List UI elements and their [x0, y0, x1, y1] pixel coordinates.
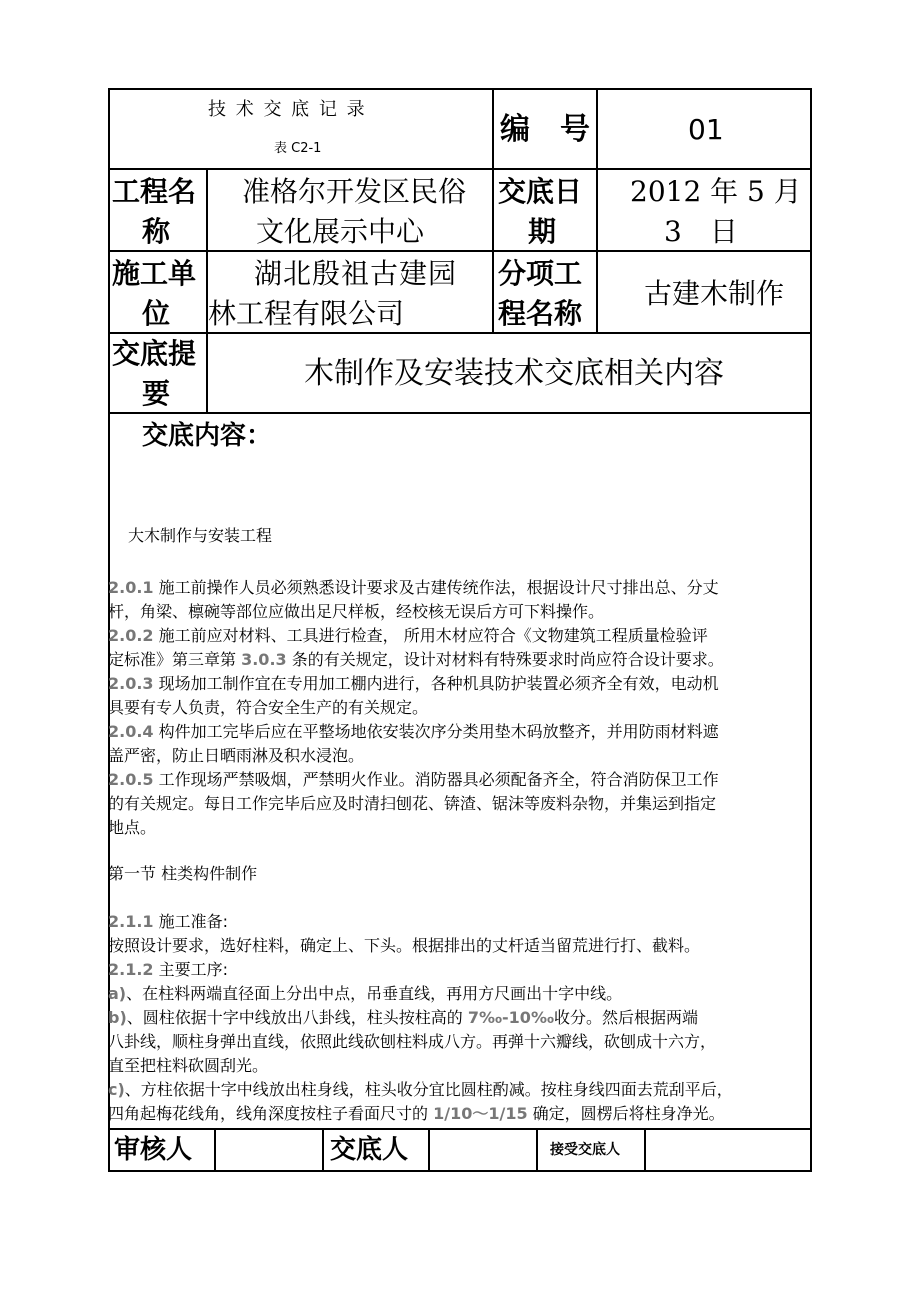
- summary-label-2: 要: [142, 377, 171, 410]
- paragraph-line: 的有关规定。每日工作完毕后应及时清扫刨花、锛渣、锯沫等废料杂物，并集运到指定: [108, 794, 717, 813]
- project-name-value-2: 文化展示中心: [256, 215, 425, 248]
- content-heading: 交底内容：: [142, 421, 273, 451]
- disclosure-date-label: 交底日: [498, 175, 583, 208]
- number-label: 编 号: [500, 112, 590, 147]
- paragraph-2-0-1: 2.0.1 施工前操作人员必须熟悉设计要求及古建传统作法，根据设计尺寸排出总、分丈: [108, 578, 719, 597]
- paragraph-2-1-2: 2.1.2 主要工序:: [108, 960, 229, 979]
- sub-item-label-2: 程名称: [498, 297, 583, 330]
- col-divider: [206, 332, 208, 412]
- disclosure-date-value-2: 3 日: [664, 215, 738, 248]
- construction-unit-value-2: 林工程有限公司: [208, 297, 405, 330]
- reviewer-label: 审核人: [114, 1135, 193, 1165]
- paragraph-line: 盖严密，防止日晒雨淋及积水浸泡。: [108, 746, 365, 765]
- number-value: 01: [688, 113, 724, 146]
- paragraph-2-0-3: 2.0.3 现场加工制作宜在专用加工棚内进行，各种机具防护装置必须齐全有效，电动机: [108, 674, 719, 693]
- paragraph-2-1-1: 2.1.1 施工准备:: [108, 912, 229, 931]
- paragraph-line: 八卦线，顺柱身弹出直线，依照此线砍刨柱料成八方。再弹十六瓣线，砍刨成十六方，: [108, 1032, 717, 1051]
- sub-item-label: 分项工: [498, 257, 583, 290]
- section-title: 第一节 柱类构件制作: [108, 864, 258, 883]
- paragraph-line: 具要有专人负责，符合安全生产的有关规定。: [108, 698, 429, 717]
- paragraph-line: 定标准》第三章第 3.0.3 条的有关规定，设计对材料有特殊要求时尚应符合设计要求。: [108, 650, 724, 669]
- summary-label: 交底提: [112, 337, 197, 370]
- project-name-label: 工程名: [112, 175, 197, 208]
- disclosure-date-label-2: 期: [528, 215, 557, 248]
- section-column-fabrication: [108, 910, 812, 1126]
- step-c: c)、方柱依据十字中线放出柱身线，柱头收分宜比圆柱酌减。按柱身线四面去荒刮平后，: [108, 1080, 733, 1099]
- project-name-value: 准格尔开发区民俗: [242, 175, 467, 208]
- paragraph-line: 杆，角梁、檩碗等部位应做出足尺样板，经校核无误后方可下料操作。: [108, 602, 605, 621]
- row-divider: [108, 412, 812, 414]
- construction-unit-label-2: 位: [142, 297, 171, 330]
- paragraph-2-0-4: 2.0.4 构件加工完毕后应在平整场地依安装次序分类用垫木码放整齐，并用防雨材料遮: [108, 722, 719, 741]
- receiver-signature-field[interactable]: [650, 1132, 806, 1168]
- summary-value: 木制作及安装技术交底相关内容: [304, 356, 724, 391]
- construction-unit-value: 湖北殷祖古建园: [254, 257, 458, 290]
- col-divider: [644, 1128, 646, 1172]
- paragraph-line: 直至把柱料砍圆刮光。: [108, 1056, 269, 1075]
- paragraph-2-0-5: 2.0.5 工作现场严禁吸烟，严禁明火作业。消防器具必须配备齐全，符合消防保卫工作: [108, 770, 719, 789]
- disclosure-date-value: 2012 年 5 月: [630, 175, 802, 208]
- discloser-signature-field[interactable]: [434, 1132, 530, 1168]
- col-divider: [536, 1128, 538, 1172]
- paragraph-line: 四角起梅花线角，线角深度按柱子看面尺寸的 1/10～1/15 确定，圆楞后将柱身净光。: [108, 1104, 725, 1123]
- sub-item-value: 古建木制作: [644, 277, 785, 310]
- col-divider: [492, 88, 494, 332]
- paragraph-line: 地点。: [108, 818, 157, 837]
- col-divider: [322, 1128, 324, 1172]
- paragraph-line: 按照设计要求，选好柱料，确定上、下头。根据排出的丈杆适当留荒进行打、截料。: [108, 936, 701, 955]
- content-subtitle: 大木制作与安装工程: [128, 526, 273, 545]
- reviewer-signature-field[interactable]: [218, 1132, 318, 1168]
- row-divider: [108, 168, 812, 170]
- project-name-label-2: 称: [142, 215, 171, 248]
- form-title: 技 术 交 底 记 录: [208, 99, 367, 120]
- receiver-label: 接受交底人: [550, 1142, 620, 1158]
- step-b: b)、圆柱依据十字中线放出八卦线，柱头按柱高的 7‰-10‰收分。然后根据两端: [108, 1008, 698, 1027]
- form-number: 表 C2-1: [274, 141, 322, 156]
- discloser-label: 交底人: [330, 1135, 409, 1165]
- step-a: a)、在柱料两端直径面上分出中点，吊垂直线，再用方尺画出十字中线。: [108, 984, 623, 1003]
- col-divider: [214, 1128, 216, 1172]
- col-divider: [428, 1128, 430, 1172]
- paragraph-2-0-2: 2.0.2 施工前应对材料、工具进行检查， 所用木材应符合《文物建筑工程质量检验评: [108, 626, 708, 645]
- disclosure-record-form: [108, 88, 812, 1172]
- col-divider: [596, 88, 598, 332]
- section-general: [108, 576, 812, 840]
- construction-unit-label: 施工单: [112, 257, 197, 290]
